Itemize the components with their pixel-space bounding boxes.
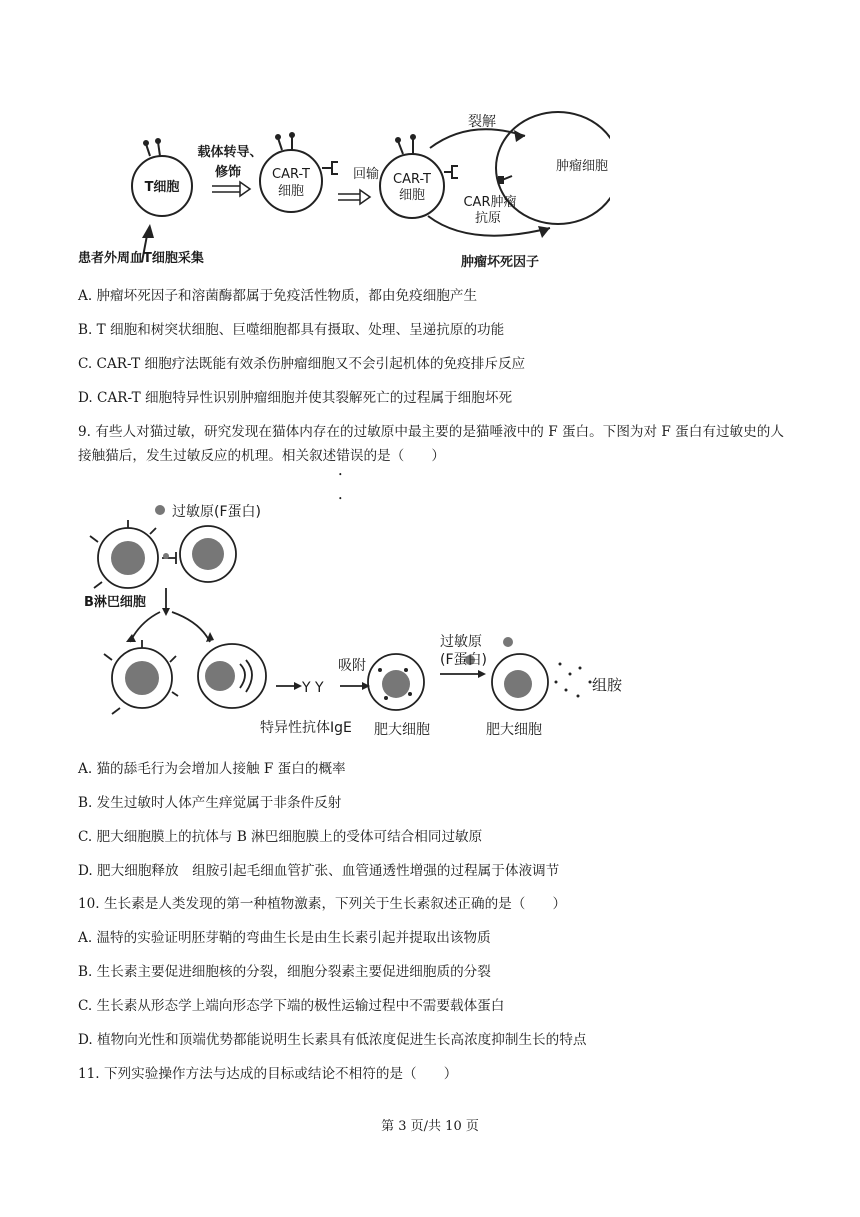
q10-option-b: B. 生长素主要促进细胞核的分裂，细胞分裂素主要促进细胞质的分裂	[78, 964, 491, 980]
q10-option-d: D. 植物向光性和顶端优势都能说明生长素具有低浓度促进生长高浓度抑制生长的特点	[78, 1032, 587, 1048]
allergen-label: 过敏原(F蛋白)	[172, 504, 261, 520]
page-footer: 第 3 页/共 10 页	[381, 1119, 479, 1134]
allergen2-label-1: 过敏原	[440, 634, 482, 650]
q9-stem-part1: 9. 有些人对猫过敏，研究发现在猫体内存在的过敏原中最主要的是猫唾液中的 F 蛋白。下图为对 F 蛋白有过敏史的人接触猫后，发生过敏反应的机理。相关叙述	[78, 424, 784, 464]
source-label: 患者外周血T细胞采集	[78, 251, 204, 266]
q10-option-a: A. 温特的实验证明胚芽鞘的弯曲生长是由生长素引起并提取出该物质	[78, 930, 491, 946]
reinfuse-label: 回输	[352, 167, 380, 182]
q8-option-d: D. CAR-T 细胞特异性识别肿瘤细胞并使其裂解死亡的过程属于细胞坏死	[78, 390, 513, 406]
q11-stem: 11. 下列实验操作方法与达成的目标或结论不相符的是（ ）	[78, 1066, 458, 1082]
mast-cell-1-label: 肥大细胞	[374, 722, 430, 738]
b-cell-label: B淋巴细胞	[84, 595, 146, 610]
car-t-2-label-2: 细胞	[398, 188, 426, 203]
step1-label-1: 载体转导、	[197, 145, 263, 160]
q9-option-d: D. 肥大细胞释放 组胺引起毛细血管扩张、血管通透性增强的过程属于体液调节	[78, 863, 560, 879]
q9-stem	[78, 420, 790, 468]
q9-stem-part2: 的是（ ）	[363, 448, 446, 464]
step1-label-2: 修饰	[214, 165, 242, 180]
histamine-label: 组胺	[592, 676, 623, 694]
ige-label: 特异性抗体IgE	[260, 720, 352, 736]
q9-option-b: B. 发生过敏时人体产生痒觉属于非条件反射	[78, 795, 342, 811]
q9-option-c: C. 肥大细胞膜上的抗体与 B 淋巴细胞膜上的受体可结合相同过敏原	[78, 829, 483, 845]
car-t-1-label-2: 细胞	[277, 184, 305, 199]
q8-option-c: C. CAR-T 细胞疗法既能有效杀伤肿瘤细胞又不会引起机体的免疫排斥反应	[78, 356, 526, 372]
q9-option-a: A. 猫的舔毛行为会增加人接触 F 蛋白的概率	[78, 761, 346, 777]
q8-option-a: A. 肿瘤坏死因子和溶菌酶都属于免疫活性物质，都由免疫细胞产生	[78, 288, 478, 304]
adsorb-label: 吸附	[338, 658, 366, 674]
tumor-cell-label: 肿瘤细胞	[555, 159, 609, 174]
q9-stem-emphasis: 错误 • •	[336, 448, 363, 464]
t-cell-label: T细胞	[144, 180, 180, 195]
car-t-1-label-1: CAR-T	[272, 167, 310, 182]
q8-option-b: B. T 细胞和树突状细胞、巨噬细胞都具有摄取、处理、呈递抗原的功能	[78, 322, 505, 338]
tnf-label: 肿瘤坏死因子	[460, 255, 540, 270]
antigen-label-1: CAR肿瘤	[463, 195, 517, 210]
lyse-label: 裂解	[468, 114, 496, 130]
ige-symbols: Y Y	[302, 680, 324, 696]
car-t-2-label-1: CAR-T	[393, 172, 431, 187]
mast-cell-2-label: 肥大细胞	[486, 722, 542, 738]
car-t-diagram	[70, 98, 610, 274]
q10-option-c: C. 生长素从形态学上端向形态学下端的极性运输过程中不需要载体蛋白	[78, 998, 505, 1014]
allergen2-label-2: (F蛋白)	[440, 652, 487, 668]
allergy-mechanism-diagram	[80, 492, 640, 740]
antigen-label-2: 抗原	[474, 211, 502, 226]
q10-stem: 10. 生长素是人类发现的第一种植物激素，下列关于生长素叙述正确的是（ ）	[78, 896, 567, 912]
